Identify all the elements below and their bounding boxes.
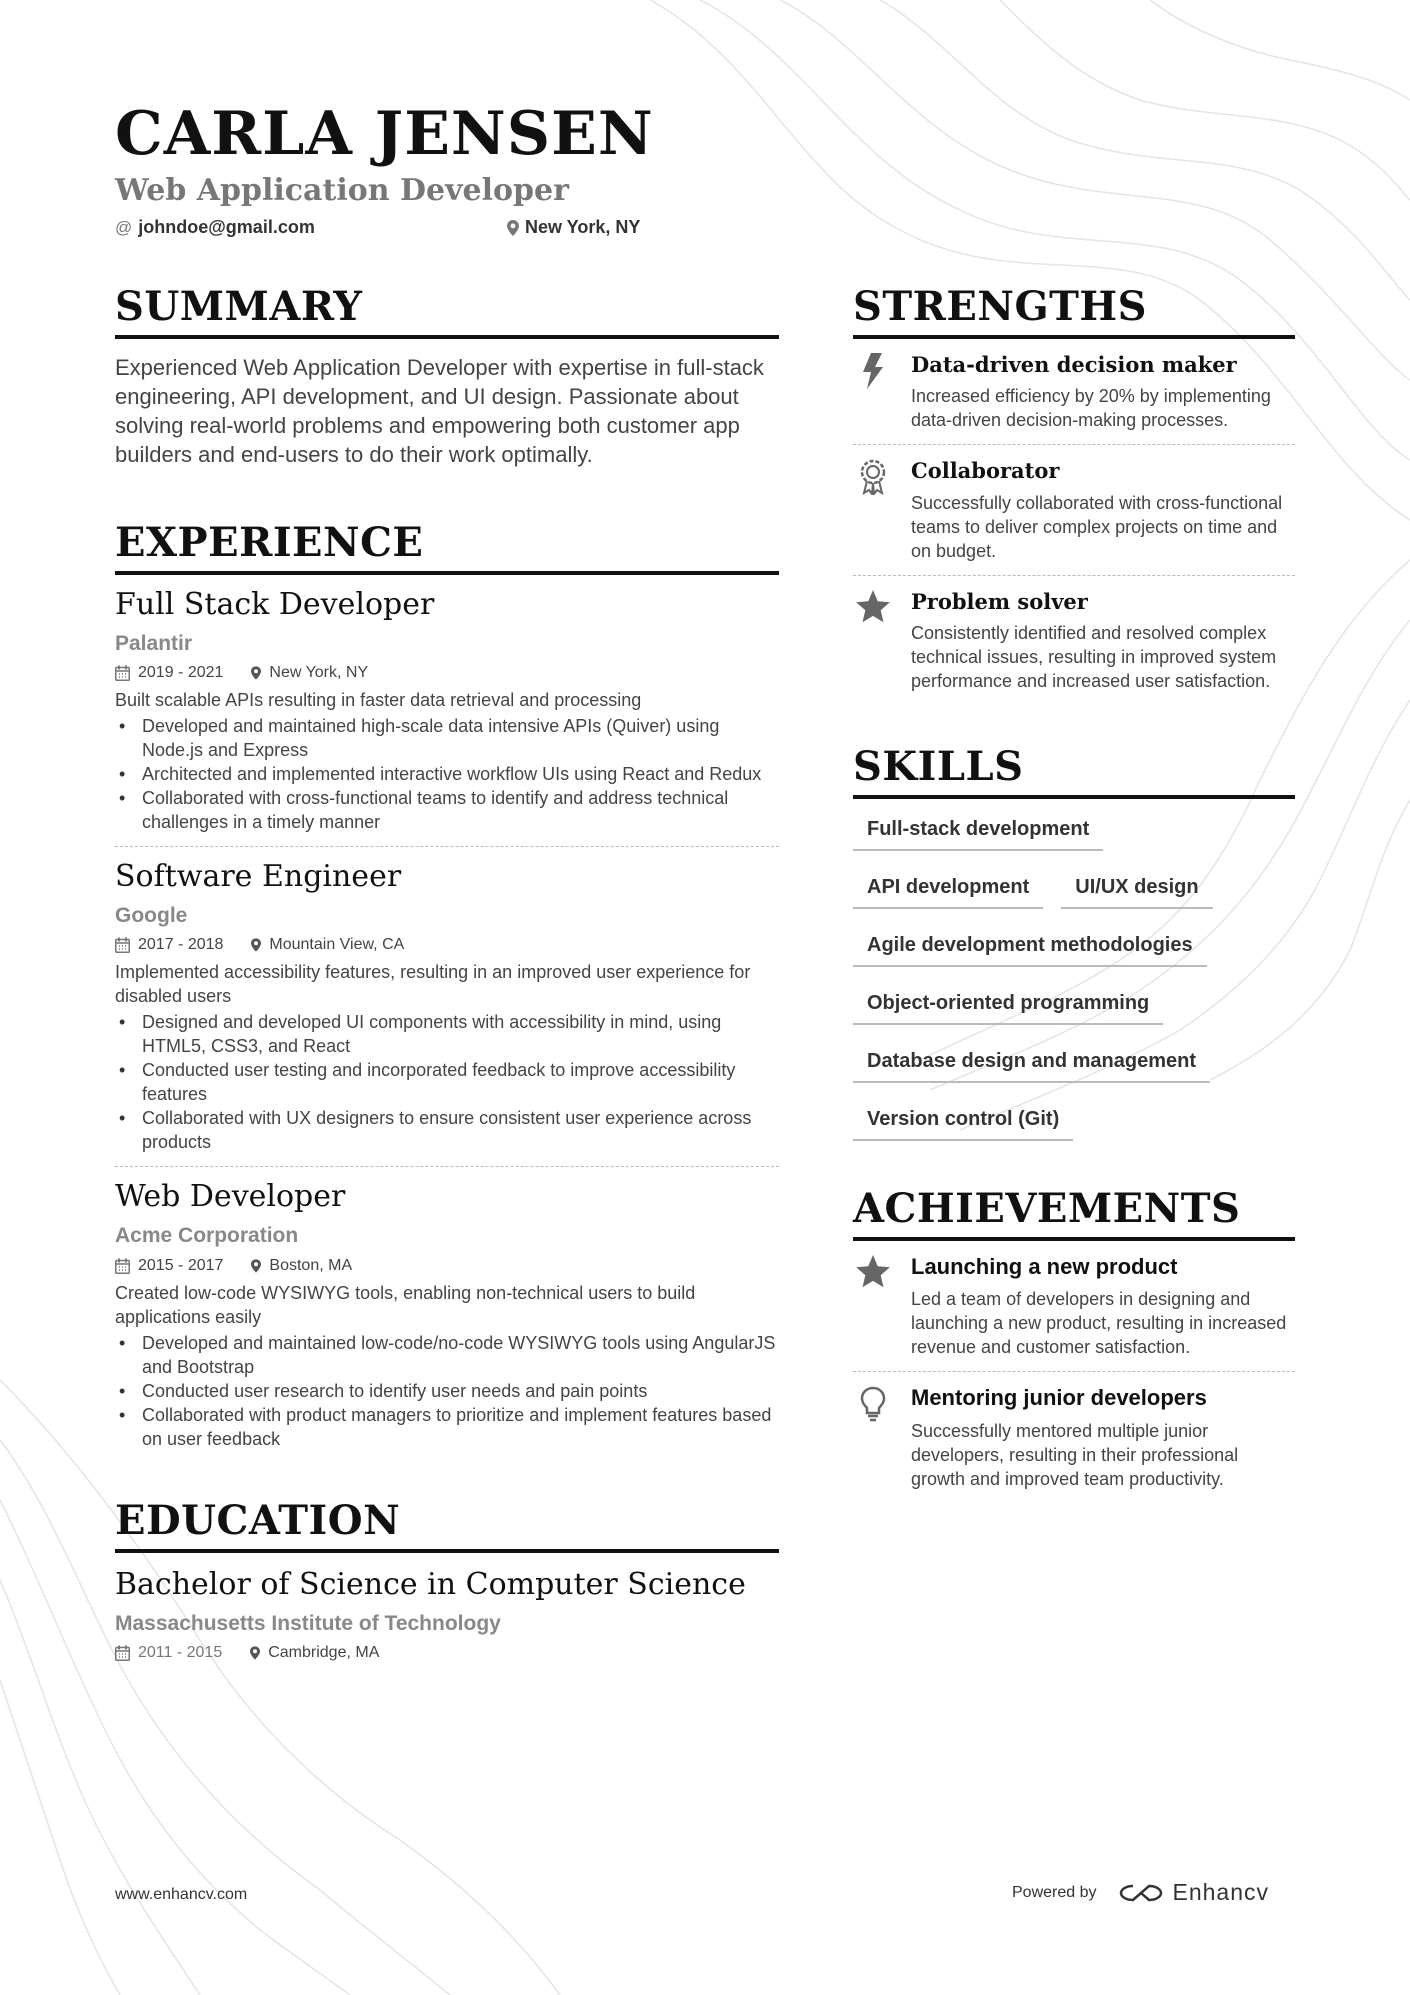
education-section — [115, 1496, 779, 1662]
calendar-icon — [115, 1258, 130, 1274]
job-entry — [115, 587, 779, 847]
achievement-item — [853, 1372, 1295, 1503]
location-pin-icon — [507, 220, 519, 236]
skill-tag: Database design and management — [853, 1043, 1210, 1083]
education-dates: 2011 - 2015 — [138, 1643, 223, 1661]
experience-heading: EXPERIENCE — [115, 521, 779, 575]
list-item: • Developed and maintained high-scale data intensive APIs (Quiver) using Node.js and Express — [115, 714, 779, 762]
location-pin-icon — [251, 938, 261, 952]
star-icon — [855, 1255, 891, 1289]
location-pin-icon — [250, 1646, 260, 1660]
achievements-section — [853, 1184, 1295, 1503]
achievement-title: Mentoring junior developers — [911, 1385, 1207, 1411]
job-bullets — [115, 1331, 779, 1451]
lightbulb-icon — [860, 1386, 886, 1422]
skill-tag: Version control (Git) — [853, 1101, 1073, 1141]
job-location: New York, NY — [269, 664, 369, 682]
list-item: • Architected and implemented interactive workflow UIs using React and Redux — [115, 762, 779, 786]
strength-title: Problem solver — [911, 588, 1088, 614]
school-name: Massachusetts Institute of Technology — [115, 1611, 501, 1635]
right-column — [853, 285, 1295, 1503]
list-item: • Collaborated with product managers to prioritize and implement features based on user feedback — [115, 1403, 779, 1451]
job-entry — [115, 1179, 779, 1462]
job-title: Web Developer — [115, 1179, 346, 1215]
candidate-name: CARLA JENSEN — [115, 99, 654, 169]
education-location: Cambridge, MA — [268, 1643, 380, 1661]
award-ribbon-icon — [858, 459, 888, 495]
achievement-title: Launching a new product — [911, 1253, 1178, 1279]
candidate-title: Web Application Developer — [115, 173, 569, 208]
skill-tag: Object-oriented programming — [853, 985, 1163, 1025]
skill-tag: UI/UX design — [1061, 869, 1212, 909]
list-item: • Collaborated with cross-functional teams to identify and address technical challenges in a timely manner — [115, 786, 779, 834]
job-description: Created low-code WYSIWYG tools, enabling non-technical users to build applications easily — [115, 1282, 696, 1327]
footer-website[interactable]: www.enhancv.com — [115, 1886, 248, 1903]
summary-section — [115, 285, 779, 469]
strength-item — [853, 576, 1295, 705]
skills-list — [853, 811, 1295, 1141]
job-description: Built scalable APIs resulting in faster data retrieval and processing — [115, 690, 642, 711]
skill-tag: API development — [853, 869, 1043, 909]
degree-title: Bachelor of Science in Computer Science — [115, 1566, 746, 1602]
powered-by-label: Powered by — [1012, 1883, 1097, 1901]
footer-branding — [1012, 1879, 1269, 1906]
strength-description: Consistently identified and resolved complex technical issues, resulting in improved system performance and increased user satisfaction. — [911, 622, 1277, 691]
strength-description: Increased efficiency by 20% by implementing data-driven decision-making processes. — [911, 386, 1271, 431]
education-heading: EDUCATION — [115, 1499, 779, 1553]
job-location: Boston, MA — [269, 1256, 353, 1274]
achievements-heading: ACHIEVEMENTS — [853, 1187, 1295, 1241]
location-pin-icon — [251, 1259, 261, 1273]
job-dates: 2017 - 2018 — [138, 936, 224, 954]
list-item: • Conducted user testing and incorporated feedback to improve accessibility features — [115, 1058, 779, 1106]
job-bullets — [115, 1010, 779, 1154]
calendar-icon — [115, 1645, 130, 1661]
left-column — [115, 285, 779, 1662]
brand-logo[interactable] — [1119, 1879, 1270, 1906]
contact-location — [507, 217, 640, 238]
job-dates: 2019 - 2021 — [138, 664, 224, 682]
at-icon: @ — [115, 217, 133, 237]
star-icon — [855, 590, 891, 624]
lightning-icon — [862, 353, 884, 389]
summary-text: Experienced Web Application Developer with expertise in full-stack engineering, API development, and UI design. Passionate about solving real-world problems and empowering both customer app builders and end-users to do their work optimally. — [115, 355, 764, 467]
achievement-item — [853, 1241, 1295, 1373]
job-title: Software Engineer — [115, 859, 402, 895]
company-name: Palantir — [115, 632, 193, 655]
strengths-heading: STRENGTHS — [853, 285, 1295, 339]
education-meta — [115, 1644, 779, 1662]
achievement-description: Led a team of developers in designing and launching a new product, resulting in increased revenue and customer satisfaction. — [911, 1289, 1287, 1358]
job-title: Full Stack Developer — [115, 587, 435, 622]
job-meta — [115, 1257, 779, 1275]
summary-heading: SUMMARY — [115, 285, 779, 339]
enhancv-logo-icon — [1119, 1882, 1163, 1904]
brand-name: Enhancv — [1172, 1879, 1270, 1905]
location-pin-icon — [251, 666, 261, 680]
strength-title: Collaborator — [911, 458, 1060, 484]
job-entry — [115, 859, 779, 1167]
job-meta — [115, 664, 779, 682]
job-description: Implemented accessibility features, resulting in an improved user experience for disabled users — [115, 962, 751, 1007]
list-item: • Collaborated with UX designers to ensure consistent user experience across products — [115, 1106, 779, 1154]
skill-tag: Agile development methodologies — [853, 927, 1207, 967]
email-text: johndoe@gmail.com — [138, 217, 315, 237]
list-item: • Developed and maintained low-code/no-code WYSIWYG tools using AngularJS and Bootstrap — [115, 1331, 779, 1379]
calendar-icon — [115, 937, 130, 953]
achievement-description: Successfully mentored multiple junior developers, resulting in their professional growth and improved team productivity. — [911, 1421, 1239, 1490]
job-dates: 2015 - 2017 — [138, 1256, 224, 1274]
strength-title: Data-driven decision maker — [911, 352, 1237, 377]
skill-tag: Full-stack development — [853, 811, 1103, 851]
calendar-icon — [115, 665, 130, 681]
job-bullets — [115, 714, 779, 834]
strength-description: Successfully collaborated with cross-functional teams to deliver complex projects on time and on budget. — [911, 492, 1283, 561]
job-meta — [115, 936, 779, 954]
skills-section — [853, 742, 1295, 1141]
experience-section — [115, 521, 779, 1463]
contact-email[interactable] — [115, 217, 315, 238]
list-item: • Designed and developed UI components with accessibility in mind, using HTML5, CSS3, and React — [115, 1010, 779, 1058]
strength-item — [853, 445, 1295, 575]
location-text: New York, NY — [525, 217, 641, 237]
strengths-section — [853, 285, 1295, 705]
company-name: Google — [115, 904, 188, 928]
strength-item — [853, 339, 1295, 445]
skills-heading: SKILLS — [853, 745, 1295, 799]
company-name: Acme Corporation — [115, 1224, 299, 1248]
job-location: Mountain View, CA — [269, 936, 405, 954]
list-item: • Conducted user research to identify user needs and pain points — [115, 1379, 779, 1403]
